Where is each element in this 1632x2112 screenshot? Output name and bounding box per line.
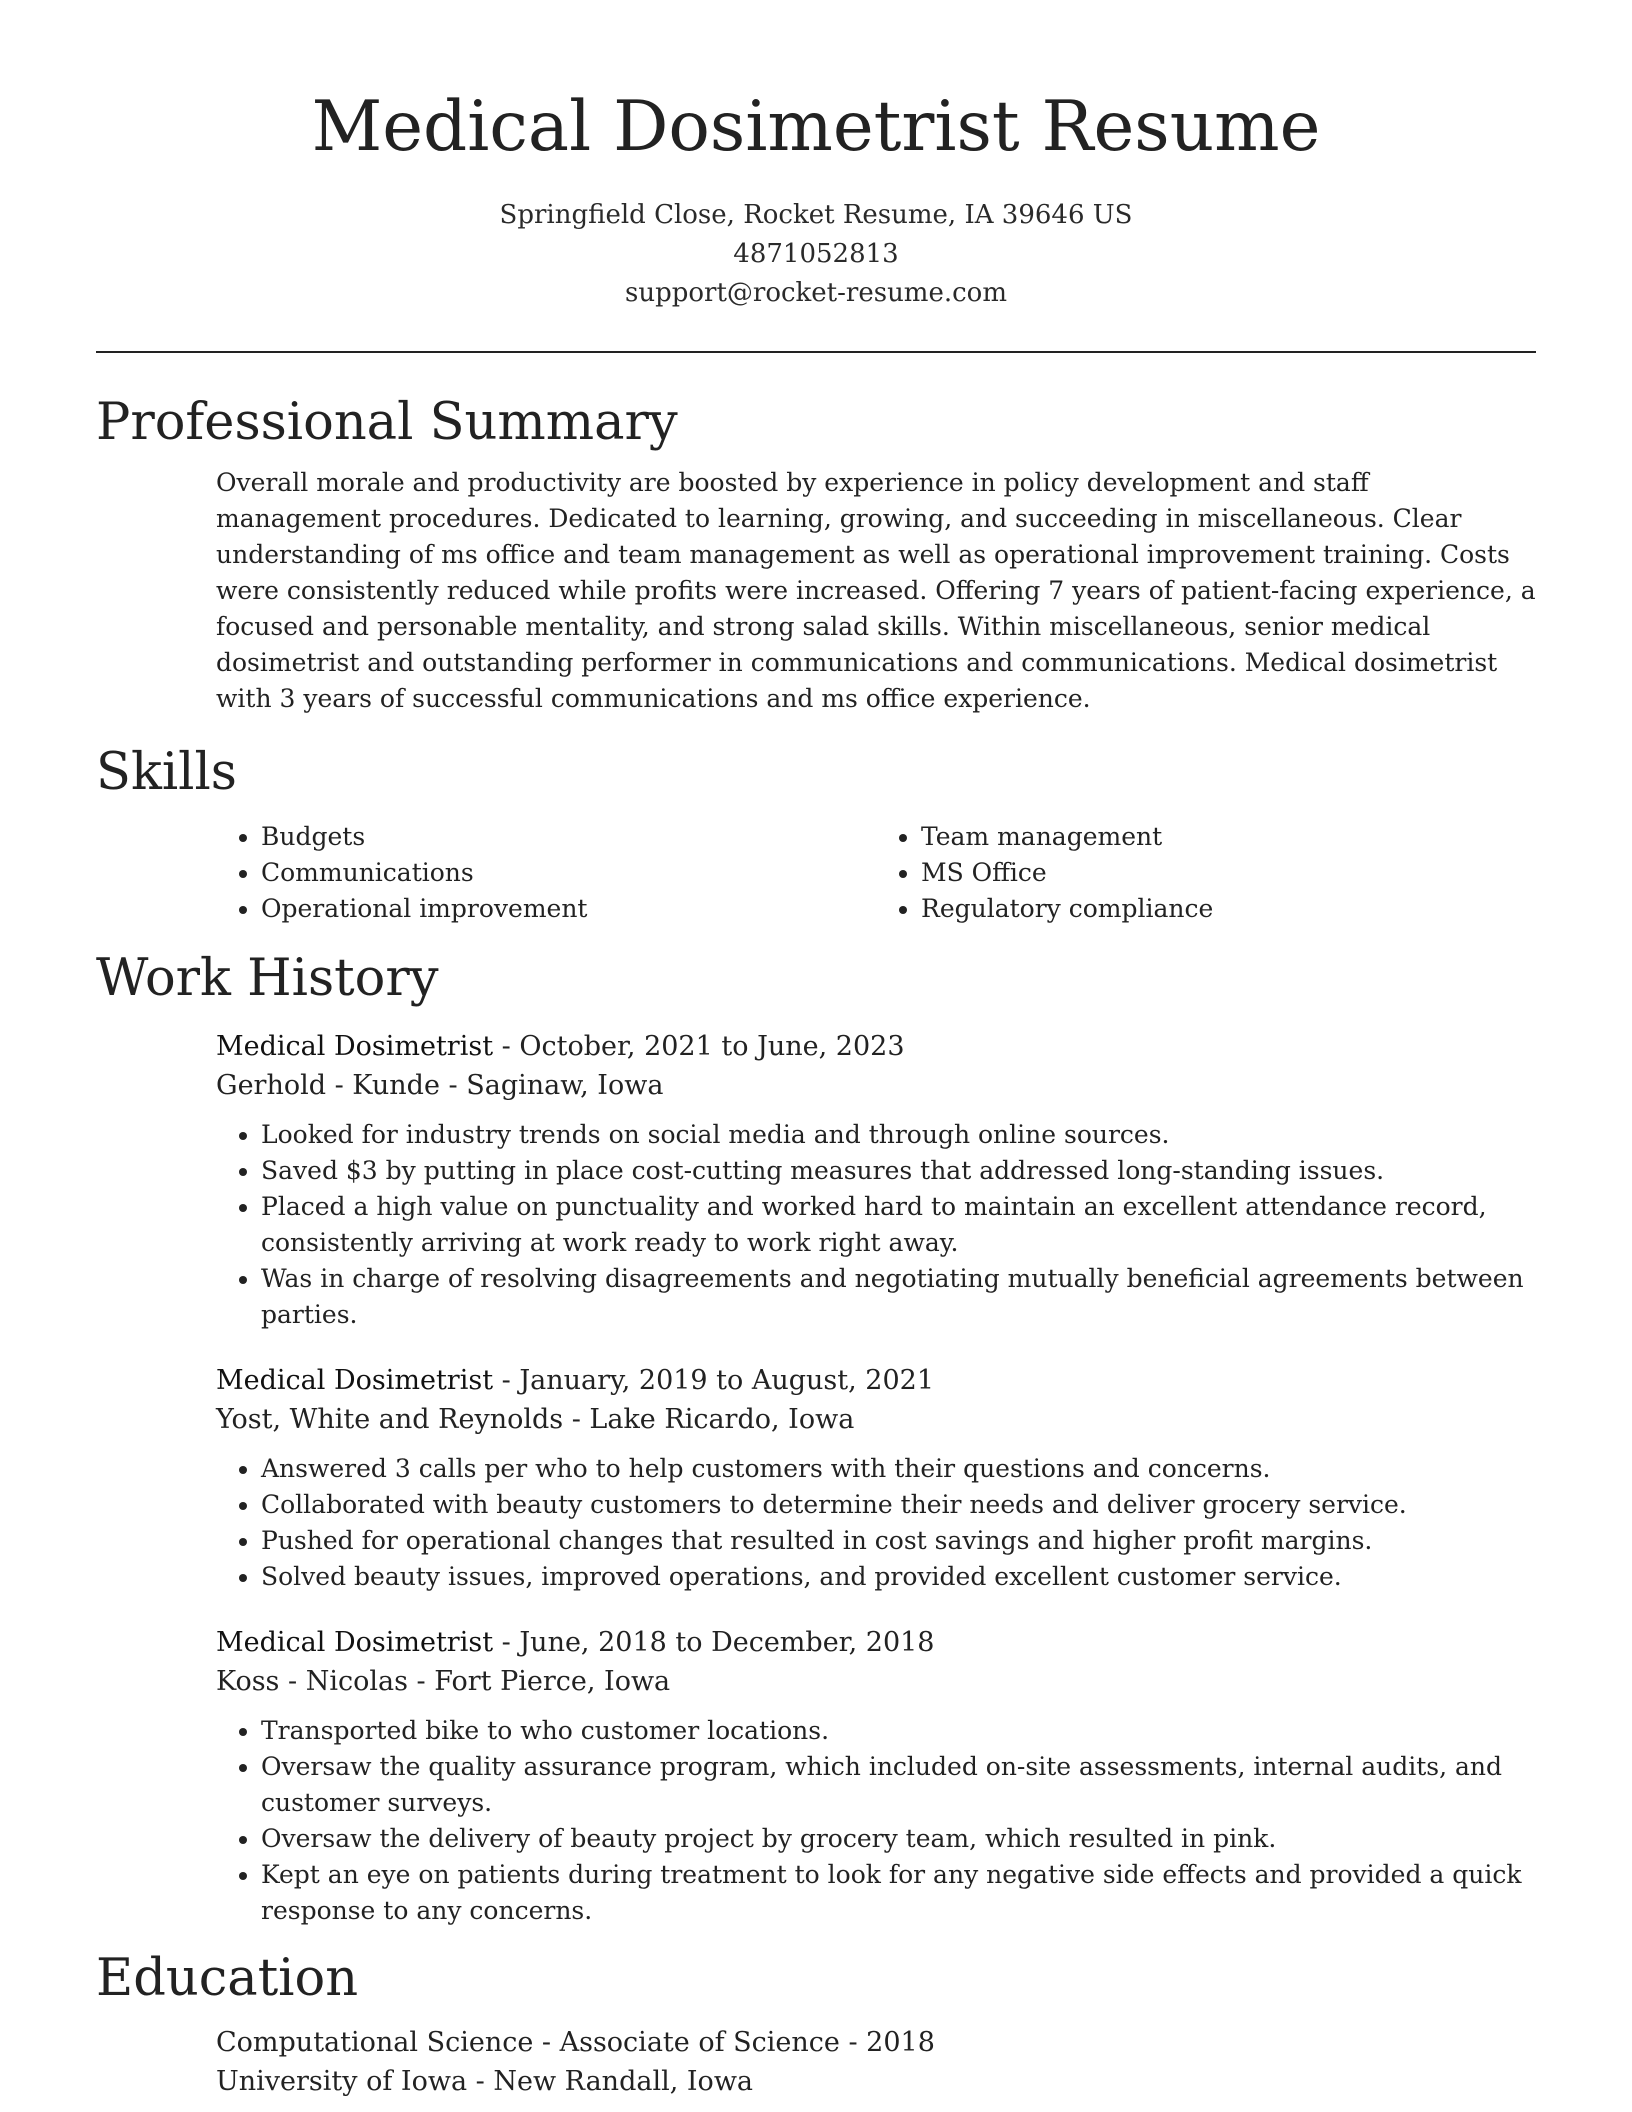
resume-title: Medical Dosimetrist Resume: [311, 87, 1321, 167]
job-role: Medical Dosimetrist: [216, 1627, 494, 1658]
skills-section: [96, 743, 1536, 927]
work-title: Work History: [96, 949, 439, 1008]
job-bullets: [216, 1117, 1536, 1333]
job-employer: [216, 1400, 1536, 1439]
skill-item: • MS Office: [921, 855, 1536, 891]
job-heading: [216, 1361, 1536, 1400]
job-bullet: • Kept an eye on patients during treatment to look for any negative side effects and provided a quick response to any concerns.: [261, 1857, 1536, 1929]
contact-phone: 4871052813: [733, 239, 899, 269]
contact-email: support@rocket-resume.com: [624, 278, 1007, 308]
header-divider: [96, 351, 1536, 353]
job-company: Yost, White and Reynolds: [216, 1404, 564, 1435]
skills-column-right: [876, 819, 1536, 927]
job-bullet: • Transported bike to who customer locations.: [261, 1713, 1536, 1749]
job-company: Gerhold - Kunde: [216, 1070, 440, 1101]
job-bullet: • Answered 3 calls per who to help customers with their questions and concerns.: [261, 1451, 1536, 1487]
skills-list: [216, 819, 1536, 927]
job-bullet: • Solved beauty issues, improved operations, and provided excellent customer service.: [261, 1559, 1536, 1595]
job-entry: [216, 1361, 1536, 1595]
job-heading: [216, 1027, 1536, 1066]
skill-item: • Communications: [261, 855, 876, 891]
job-heading: [216, 1623, 1536, 1662]
summary-title: Professional Summary: [96, 393, 678, 452]
resume-page: [96, 0, 1536, 2101]
job-bullet: • Oversaw the delivery of beauty project by grocery team, which resulted in pink.: [261, 1821, 1536, 1857]
job-entry: [216, 1623, 1536, 1929]
job-employer: [216, 1662, 1536, 1701]
job-bullets: [216, 1451, 1536, 1595]
job-location: - Fort Pierce, Iowa: [407, 1666, 671, 1697]
contact-info: [96, 196, 1536, 313]
job-location: - Lake Ricardo, Iowa: [563, 1404, 855, 1435]
job-bullet: • Pushed for operational changes that resulted in cost savings and higher profit margins.: [261, 1523, 1536, 1559]
job-company: Koss - Nicolas: [216, 1666, 408, 1697]
work-section: [96, 949, 1536, 1929]
skill-item: • Team management: [921, 819, 1536, 855]
job-dates: - October, 2021 to June, 2023: [493, 1031, 905, 1062]
resume-header: [96, 0, 1536, 313]
job-location: - Saginaw, Iowa: [439, 1070, 664, 1101]
summary-section: [96, 393, 1536, 717]
job-bullet: • Oversaw the quality assurance program, which included on-site assessments, internal audits, and customer surveys.: [261, 1749, 1536, 1821]
skills-column-left: [216, 819, 876, 927]
education-title: Education: [96, 1949, 359, 2008]
job-role: Medical Dosimetrist: [216, 1365, 494, 1396]
job-bullet: • Was in charge of resolving disagreements and negotiating mutually beneficial agreements between parties.: [261, 1261, 1536, 1333]
job-bullet: • Placed a high value on punctuality and worked hard to maintain an excellent attendance record, consistently arriving at work ready to work right away.: [261, 1189, 1536, 1261]
skill-item: • Regulatory compliance: [921, 891, 1536, 927]
job-bullet: • Saved $3 by putting in place cost-cutting measures that addressed long-standing issues.: [261, 1153, 1536, 1189]
job-bullet: • Collaborated with beauty customers to determine their needs and deliver grocery service.: [261, 1487, 1536, 1523]
job-entry: [216, 1027, 1536, 1333]
job-bullets: [216, 1713, 1536, 1929]
skill-item: • Operational improvement: [261, 891, 876, 927]
education-section: [96, 1949, 1536, 2101]
job-role: Medical Dosimetrist: [216, 1031, 494, 1062]
job-bullet: • Looked for industry trends on social media and through online sources.: [261, 1117, 1536, 1153]
job-employer: [216, 1066, 1536, 1105]
skills-title: Skills: [96, 743, 237, 802]
summary-text: Overall morale and productivity are boosted by experience in policy development and staff management procedures. Dedicated to learning, growing, and succeeding in miscellaneous. Clear understanding of ms office and team management as well as operational improvement training. Costs were consistently reduced while profits were increased. Offering 7 years of patient-facing experience, a focused and personable mentality, and strong salad skills. Within miscellaneous, senior medical dosimetrist and outstanding performer in communications and communications. Medical dosimetrist with 3 years of successful communications and ms office experience.: [216, 468, 1536, 713]
job-dates: - January, 2019 to August, 2021: [493, 1365, 935, 1396]
job-dates: - June, 2018 to December, 2018: [493, 1627, 935, 1658]
skill-item: • Budgets: [261, 819, 876, 855]
contact-address: Springfield Close, Rocket Resume, IA 39646 US: [499, 200, 1133, 230]
education-school: University of Iowa - New Randall, Iowa: [216, 2066, 754, 2097]
education-degree: Computational Science - Associate of Science - 2018: [216, 2027, 935, 2058]
